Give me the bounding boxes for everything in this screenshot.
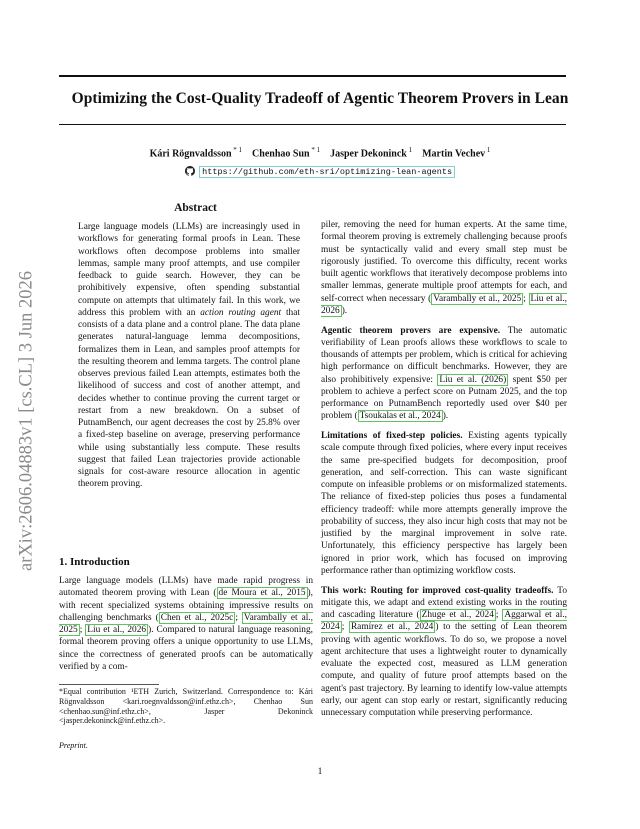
text-run: that consists of a data plane and a control plane. The data plane generates natural-language lemma decompositions, formalizes them in Lean, and samples proof attempts for the resulting theorem and lemma targets. The control plane observes previous failed Lean attempts, estimates both the likelihood of success and cost of another attempt, and decides whether to continue proving the current target or restart from a new breakdown. On a subset of PutnamBench, our agent decreases the cost by 25.8% over a fixed-step baseline on average, preserving performance while using substantially less compute. These results suggest that failed Lean trajectories provide actionable signals for cost-aware resource allocation in agentic theorem proving. [78, 307, 300, 490]
citation-link[interactable]: Liu et al. (2026) [439, 374, 507, 385]
text-run: ; [495, 610, 503, 620]
top-rule [59, 75, 566, 77]
text-run: ). [442, 411, 449, 422]
citation-link[interactable]: Varambally et al., 2025 [433, 293, 522, 304]
author-affiliation-mark: * 1 [309, 146, 321, 154]
author-name: Jasper Dekoninck [330, 148, 407, 160]
introduction-heading: 1. Introduction [59, 556, 130, 568]
text-run: To mitigate this, we adapt and extend existing works in the routing and cascading literature ( [321, 585, 567, 620]
right-column-paragraph [321, 325, 567, 423]
arxiv-stamp-text: arXiv:2606.04883v1 [cs.CL] 3 Jun 2026 [16, 270, 37, 572]
text-run: Existing agents typically scale compute through fixed policies, where every input receives the same pre-specified budgets for decomposition, proof generation, and self-correction. This can waste significant compute on infeasible problems or on misformalized statements. The reliance of fixed-step policies thus poses a fundamental efficiency tradeoff: while more attempts generally improve the probability of success, they also incur high costs that may not be justified by the marginal improvement in solve rate. Unfortunately, this efficiency perspective has largely been ignored in prior work, which has focused on improving performance rather than optimizing workflow costs. [321, 431, 567, 576]
author-name: Martin Vechev [422, 148, 486, 160]
emphasis-text: action routing agent [200, 307, 282, 318]
text-run: spent $50 per problem to achieve a perfect score on Putnam 2025, and the top performance on PutnamBench reportedly used over $40 per problem ( [321, 374, 567, 422]
text-run: The automatic verifiability of Lean proofs allows these workflows to scale to thousands of attempts per problem, which is critical for achieving high performance on difficult benchmarks. However, they are also prohibitively expensive: [321, 325, 567, 385]
author-affiliation-mark: 1 [485, 146, 491, 154]
paragraph-heading: Limitations of fixed-step policies. [321, 431, 463, 441]
author-affiliation-mark: 1 [406, 146, 413, 154]
citation-link[interactable]: Tsoukalas et al., 2024 [359, 411, 441, 422]
right-column-paragraph [321, 219, 567, 317]
citation-link[interactable]: Liu et al., 2026 [321, 293, 567, 316]
text-run: ; [523, 293, 529, 304]
abstract-heading: Abstract [174, 202, 217, 214]
citation-link[interactable]: Ramírez et al., 2024 [350, 622, 434, 633]
text-run: ). Compared to natural language reasoning, formal theorem proving offers a unique opportunity to use LLMs, since the correctness of generated proofs can be automatically verified by a com- [59, 625, 313, 672]
text-run: piler, removing the need for human experts. At the same time, formal theorem proving is extremely challenging because proofs must be syntactically valid and every small step must be rigorously justified. To overcome this difficulty, recent works built agentic workflows that iteratively decompose problems into smaller lemmas, generate multiple proof attempts for each, and self-correct when necessary ( [321, 220, 567, 304]
citation-link[interactable]: de Moura et al., 2015 [218, 588, 306, 599]
right-column-paragraph [321, 430, 567, 577]
introduction-paragraph [59, 575, 313, 673]
title-bottom-rule [59, 124, 566, 125]
text-run: ; [235, 612, 242, 623]
footnote: *Equal contribution ¹ETH Zurich, Switzerland. Correspondence to: Kári Rögnvaldsson <kari.roegnvaldsson@inf.ethz.ch>, Chenhao Sun <chenhao.sun@inf.ethz.ch>, Jasper Dekoninck <jasper.dekoninck@inf.ethz.ch>. [59, 687, 313, 726]
citation-link[interactable]: Aggarwal et al., 2024 [321, 610, 567, 633]
text-run: Large language models (LLMs) are increasingly used in workflows for generating formal proofs in Lean. These workflows often decompose problems into smaller lemmas, sample many proof attempts, and use compiler feedback to guide search. However, they can be prohibitively expensive, often spending substantial compute on attempts that ultimately fail. In this work, we address this problem with an [78, 222, 300, 318]
abstract-body [78, 221, 300, 491]
paragraph-heading: This work: Routing for improved cost-quality tradeoffs. [321, 585, 554, 596]
text-run: ) to the setting of Lean theorem proving with agentic workflows. To do so, we propose a novel agent architecture that uses a lightweight router to dynamically evaluate the expected cost, measured as LLM generation compute, and quality of future proof attempts based on the agent's past trajectory. By learning to identify low-value attempts early, our agent can stop early or restart, significantly reducing unnecessary computation while preserving performance. [321, 622, 567, 718]
author-list [0, 146, 640, 159]
text-run: ). [341, 305, 348, 316]
text-run: ; [79, 625, 86, 635]
paper-title: Optimizing the Cost-Quality Tradeoff of Agentic Theorem Provers in Lean [71, 90, 569, 107]
github-icon [185, 166, 195, 178]
page-number: 1 [317, 767, 323, 777]
introduction-body [59, 575, 313, 673]
author-name: Chenhao Sun [252, 148, 310, 160]
text-run: Large language models (LLMs) have made rapid progress in automated theorem proving with Lean ( [59, 576, 313, 599]
text-run: ), with recent specialized systems obtaining impressive results on challenging benchmarks ( [59, 588, 313, 623]
citation-link[interactable]: Liu et al., 2026 [87, 625, 147, 635]
github-line [0, 166, 640, 178]
abstract-paragraph [78, 221, 300, 491]
citation-link[interactable]: Zhuge et al., 2024 [421, 610, 494, 620]
github-link[interactable]: https://github.com/eth-sri/optimizing-lean-agents [199, 166, 455, 178]
paragraph-heading: Agentic theorem provers are expensive. [321, 325, 501, 336]
citation-link[interactable]: Chen et al., 2025c [160, 612, 234, 623]
right-column [321, 219, 567, 727]
text-run: ; [341, 622, 349, 633]
arxiv-stamp [12, 236, 42, 606]
preprint-label: Preprint. [59, 741, 88, 750]
footnote-rule [59, 684, 159, 685]
author-name: Kári Rögnvaldsson [149, 148, 232, 160]
author-affiliation-mark: * 1 [231, 146, 243, 154]
right-column-paragraph [321, 585, 567, 720]
citation-link[interactable]: Varambally et al., 2025 [59, 612, 313, 635]
